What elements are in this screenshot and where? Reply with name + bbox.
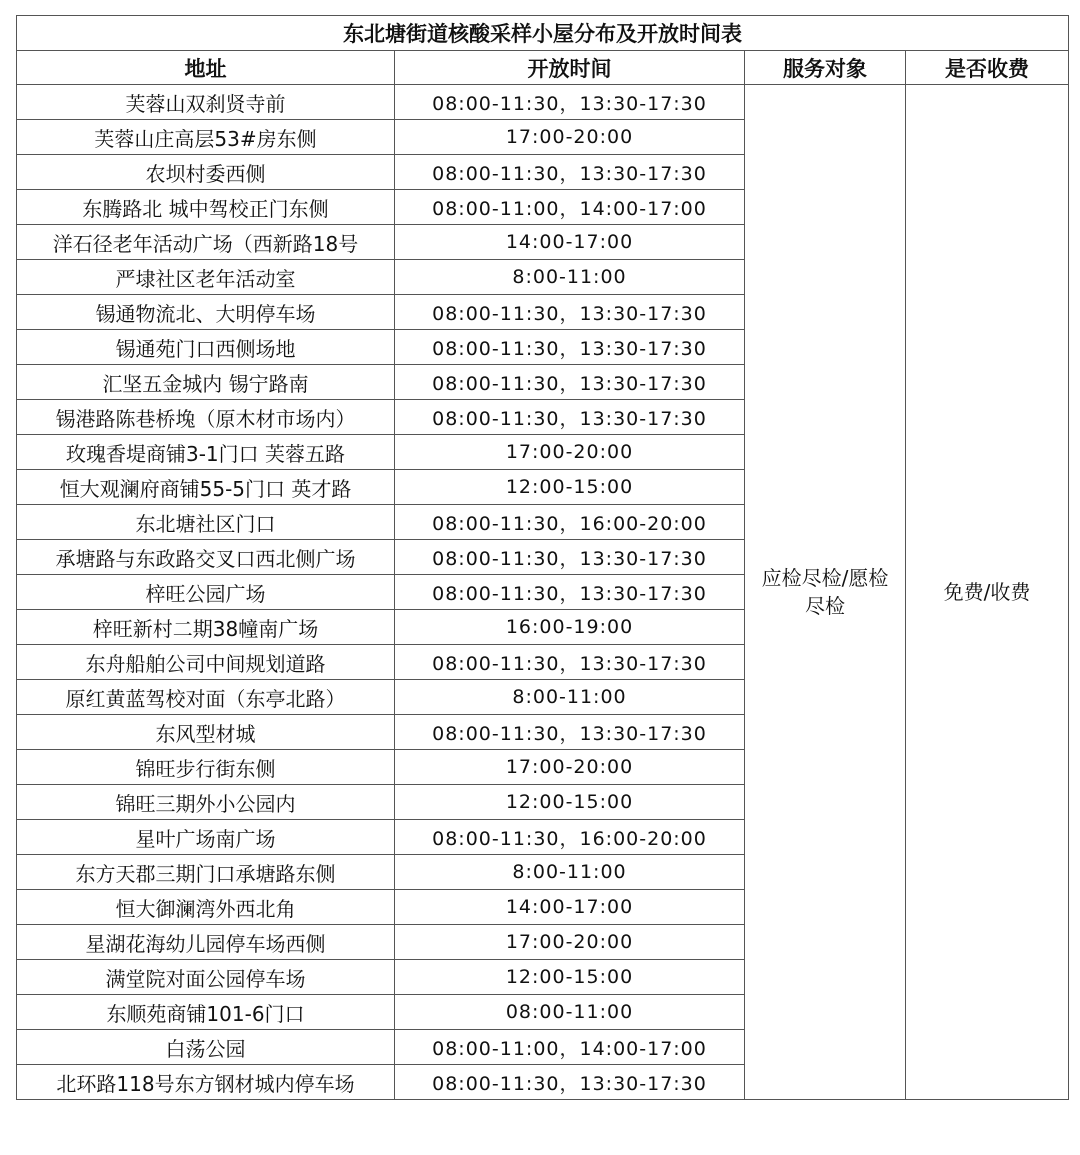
- hours-cell: 08:00-11:30，13:30-17:30: [395, 540, 745, 575]
- address-cell: 锡通苑门口西侧场地: [17, 330, 395, 365]
- hours-cell: 14:00-17:00: [395, 225, 745, 260]
- service-target-line-2: 尽检: [805, 594, 845, 618]
- address-cell: 恒大观澜府商铺55-5门口 英才路: [17, 470, 395, 505]
- hours-cell: 17:00-20:00: [395, 435, 745, 470]
- address-cell: 东北塘社区门口: [17, 505, 395, 540]
- address-cell: 梓旺公园广场: [17, 575, 395, 610]
- address-cell: 东顺苑商铺101-6门口: [17, 995, 395, 1030]
- hours-cell: 17:00-20:00: [395, 925, 745, 960]
- address-cell: 汇坚五金城内 锡宁路南: [17, 365, 395, 400]
- hours-cell: 08:00-11:30，16:00-20:00: [395, 505, 745, 540]
- hours-cell: 08:00-11:00: [395, 995, 745, 1030]
- address-cell: 北环路118号东方钢材城内停车场: [17, 1065, 395, 1100]
- hours-cell: 17:00-20:00: [395, 120, 745, 155]
- hours-cell: 12:00-15:00: [395, 960, 745, 995]
- table-title: 东北塘街道核酸采样小屋分布及开放时间表: [17, 16, 1069, 51]
- address-cell: 严埭社区老年活动室: [17, 260, 395, 295]
- hours-cell: 08:00-11:30，13:30-17:30: [395, 400, 745, 435]
- hours-cell: 14:00-17:00: [395, 890, 745, 925]
- address-cell: 白荡公园: [17, 1030, 395, 1065]
- header-hours: 开放时间: [395, 51, 745, 85]
- hours-cell: 08:00-11:30，13:30-17:30: [395, 155, 745, 190]
- address-cell: 东方天郡三期门口承塘路东侧: [17, 855, 395, 890]
- address-cell: 恒大御澜湾外西北角: [17, 890, 395, 925]
- hours-cell: 17:00-20:00: [395, 750, 745, 785]
- hours-cell: 08:00-11:30，16:00-20:00: [395, 820, 745, 855]
- hours-cell: 16:00-19:00: [395, 610, 745, 645]
- hours-cell: 12:00-15:00: [395, 470, 745, 505]
- table-row: [17, 85, 1069, 120]
- hours-cell: 08:00-11:30，13:30-17:30: [395, 575, 745, 610]
- address-cell: 芙蓉山庄高层53#房东侧: [17, 120, 395, 155]
- address-cell: 原红黄蓝驾校对面（东亭北路）: [17, 680, 395, 715]
- address-cell: 锡通物流北、大明停车场: [17, 295, 395, 330]
- address-cell: 洋石径老年活动广场（西新路18号: [17, 225, 395, 260]
- address-cell: 锦旺三期外小公园内: [17, 785, 395, 820]
- fee-cell: 免费/收费: [906, 85, 1069, 1100]
- hours-cell: 08:00-11:30，13:30-17:30: [395, 365, 745, 400]
- testing-hut-schedule-table: [16, 15, 1069, 1100]
- hours-cell: 08:00-11:00，14:00-17:00: [395, 190, 745, 225]
- address-cell: 芙蓉山双刹贤寺前: [17, 85, 395, 120]
- address-cell: 星叶广场南广场: [17, 820, 395, 855]
- address-cell: 东风型材城: [17, 715, 395, 750]
- hours-cell: 08:00-11:30，13:30-17:30: [395, 1065, 745, 1100]
- hours-cell: 08:00-11:30，13:30-17:30: [395, 715, 745, 750]
- header-service: 服务对象: [745, 51, 906, 85]
- address-cell: 东舟船舶公司中间规划道路: [17, 645, 395, 680]
- hours-cell: 08:00-11:00，14:00-17:00: [395, 1030, 745, 1065]
- header-address: 地址: [17, 51, 395, 85]
- hours-cell: 08:00-11:30，13:30-17:30: [395, 85, 745, 120]
- header-fee: 是否收费: [906, 51, 1069, 85]
- hours-cell: 08:00-11:30，13:30-17:30: [395, 330, 745, 365]
- address-cell: 星湖花海幼儿园停车场西侧: [17, 925, 395, 960]
- hours-cell: 08:00-11:30，13:30-17:30: [395, 295, 745, 330]
- hours-cell: 8:00-11:00: [395, 855, 745, 890]
- service-target-line-1: 应检尽检/愿检: [761, 566, 889, 590]
- hours-cell: 08:00-11:30，13:30-17:30: [395, 645, 745, 680]
- address-cell: 梓旺新村二期38幢南广场: [17, 610, 395, 645]
- address-cell: 玫瑰香堤商铺3-1门口 芙蓉五路: [17, 435, 395, 470]
- address-cell: 承塘路与东政路交叉口西北侧广场: [17, 540, 395, 575]
- address-cell: 农坝村委西侧: [17, 155, 395, 190]
- address-cell: 东腾路北 城中驾校正门东侧: [17, 190, 395, 225]
- hours-cell: 12:00-15:00: [395, 785, 745, 820]
- service-target-cell: [745, 85, 906, 1100]
- hours-cell: 8:00-11:00: [395, 680, 745, 715]
- table-body: [17, 85, 1069, 1100]
- address-cell: 锦旺步行街东侧: [17, 750, 395, 785]
- hours-cell: 8:00-11:00: [395, 260, 745, 295]
- address-cell: 锡港路陈巷桥堍（原木材市场内）: [17, 400, 395, 435]
- address-cell: 满堂院对面公园停车场: [17, 960, 395, 995]
